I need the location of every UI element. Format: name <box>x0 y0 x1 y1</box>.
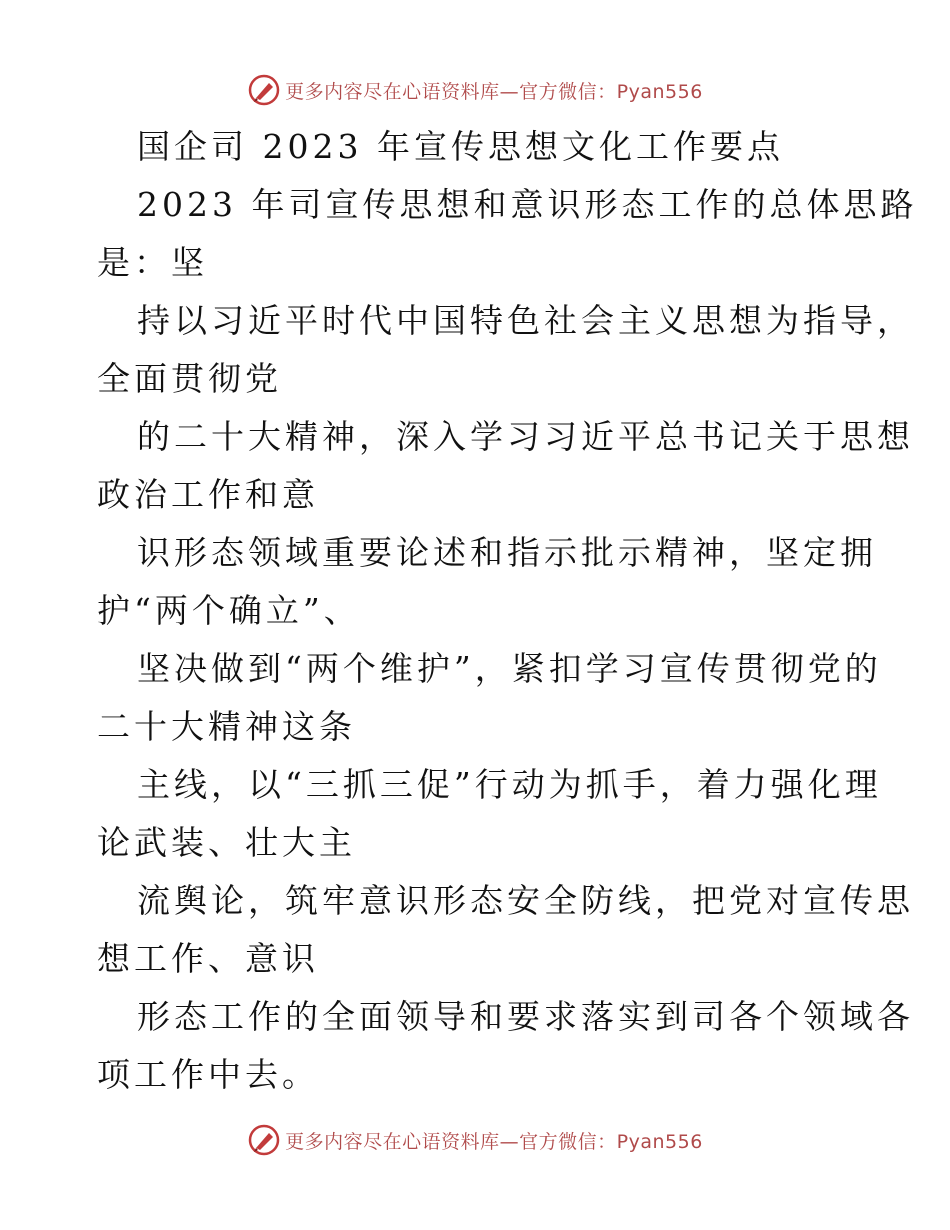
paragraph-line: 全面贯彻党 <box>97 359 282 398</box>
pen-logo-icon <box>247 1123 281 1157</box>
paragraph-line: 二十大精神这条 <box>97 707 356 746</box>
paragraph-line: 论武装、壮大主 <box>97 823 356 862</box>
document-body <box>97 118 918 1104</box>
paragraph-line: 持以习近平时代中国特色社会主义思想为指导， <box>137 301 914 340</box>
paragraph-line: 的二十大精神，深入学习习近平总书记关于思想 <box>137 417 914 456</box>
paragraph-line: 政治工作和意 <box>97 475 319 514</box>
watermark-text: 更多内容尽在心语资料库—官方微信：Pyan556 <box>285 1130 703 1153</box>
paragraph-line: 项工作中去。 <box>97 1055 319 1094</box>
paragraph-line: 形态工作的全面领导和要求落实到司各个领域各 <box>137 997 914 1036</box>
pen-logo-icon <box>247 73 281 107</box>
paragraph-line: 识形态领域重要论述和指示批示精神，坚定拥 <box>137 533 877 572</box>
paragraph-line: 想工作、意识 <box>97 939 319 978</box>
paragraph-line: 流舆论，筑牢意识形态安全防线，把党对宣传思 <box>137 881 914 920</box>
watermark-text: 更多内容尽在心语资料库—官方微信：Pyan556 <box>285 80 703 103</box>
paragraph-line: 护“两个确立”、 <box>97 591 361 630</box>
header-watermark <box>0 70 950 110</box>
paragraph-line: 2023 年司宣传思想和意识形态工作的总体思路 <box>137 185 918 224</box>
paragraph-line: 是：坚 <box>97 243 208 282</box>
footer-watermark <box>0 1120 950 1160</box>
paragraph-line: 主线，以“三抓三促”行动为抓手，着力强化理 <box>137 765 882 804</box>
paragraph-line: 国企司 2023 年宣传思想文化工作要点 <box>137 127 784 166</box>
paragraph-line: 坚决做到“两个维护”，紧扣学习宣传贯彻党的 <box>137 649 882 688</box>
